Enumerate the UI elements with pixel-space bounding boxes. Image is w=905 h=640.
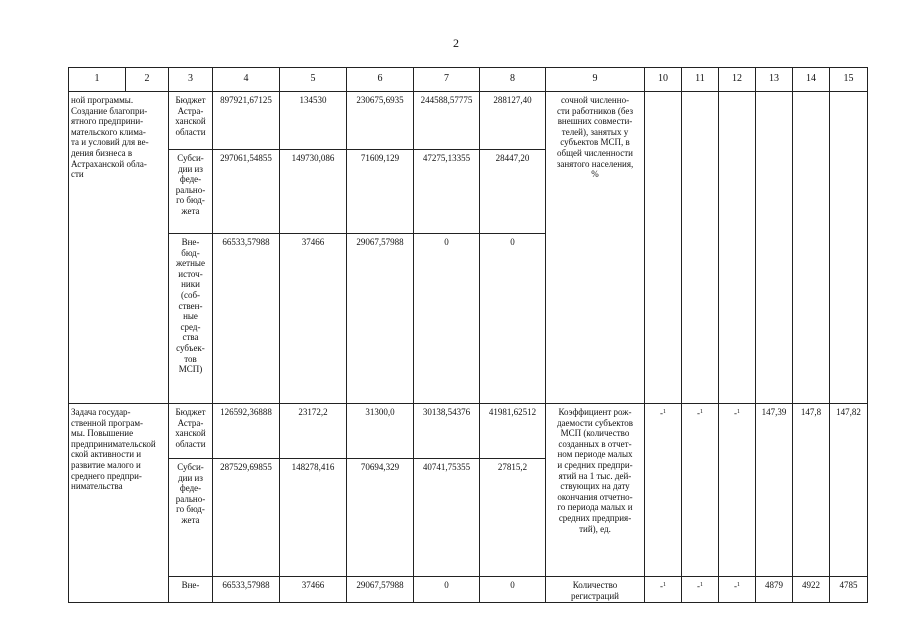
funding-source: Вне-	[169, 577, 213, 603]
amount-col7: 47275,13355	[414, 150, 480, 234]
footnote-mark: 1	[737, 582, 740, 588]
indicator-value	[756, 92, 793, 404]
funding-source: Субси- дии из феде- рально- го бюд- жета	[169, 459, 213, 577]
amount-col6: 29067,57988	[347, 234, 414, 404]
amount-col5: 134530	[280, 92, 347, 150]
amount-col7: 40741,75355	[414, 459, 480, 577]
indicator-value: -$^1$	[719, 577, 756, 603]
amount-col6: 71609,129	[347, 150, 414, 234]
column-number: 8	[480, 68, 546, 92]
funding-source: Вне- бюд- жетные источ- ники (соб- ствен- ные сред- ства субъек- тов МСП)	[169, 234, 213, 404]
column-number: 12	[719, 68, 756, 92]
indicator-text: сочной численно- сти работников (без внешних совмести- телей), занятых у субъектов МСП, в общей численности занятого населения, %	[546, 92, 645, 404]
indicator-value: 4785	[830, 577, 868, 603]
amount-total: 66533,57988	[213, 234, 280, 404]
amount-total: 126592,36888	[213, 404, 280, 459]
indicator-value: 147,82	[830, 404, 868, 577]
amount-col8: 0	[480, 577, 546, 603]
amount-col5: 148278,416	[280, 459, 347, 577]
column-number: 3	[169, 68, 213, 92]
indicator-text: Количество регистраций	[546, 577, 645, 603]
indicator-text: Коэффициент рож- даемости субъектов МСП (количество созданных в отчет- ном периоде малых и средних предпри- ятий на 1 тыс. дей- ствующих на дату окончания отчетно- го периода малых и средних предприя- тий), ед.	[546, 404, 645, 577]
amount-col7: 0	[414, 234, 480, 404]
amount-col5: 37466	[280, 234, 347, 404]
column-number-row	[69, 68, 868, 92]
footnote-mark: 1	[663, 582, 666, 588]
table-row	[69, 92, 868, 150]
amount-col7: 30138,54376	[414, 404, 480, 459]
column-number: 15	[830, 68, 868, 92]
indicator-value	[645, 92, 682, 404]
column-number: 1	[69, 68, 126, 92]
amount-col8: 288127,40	[480, 92, 546, 150]
column-number: 13	[756, 68, 793, 92]
indicator-value	[793, 92, 830, 404]
task-description: ной программы. Создание благопри- ятного предприни- мательского клима- та и условий для ве- дения бизнеса в Астраханской обла- сти	[69, 92, 169, 404]
amount-col8: 28447,20	[480, 150, 546, 234]
funding-source: Субси- дии из феде- рально- го бюд- жета	[169, 150, 213, 234]
indicator-value	[682, 92, 719, 404]
indicator-value: -$^1$	[645, 404, 682, 577]
column-number: 4	[213, 68, 280, 92]
column-number: 5	[280, 68, 347, 92]
indicator-value: -$^1$	[719, 404, 756, 577]
amount-col6: 230675,6935	[347, 92, 414, 150]
indicator-value: 147,39	[756, 404, 793, 577]
footnote-mark: 1	[700, 409, 703, 415]
column-number: 11	[682, 68, 719, 92]
amount-total: 897921,67125	[213, 92, 280, 150]
indicator-value: -$^1$	[682, 577, 719, 603]
indicator-value: -$^1$	[645, 577, 682, 603]
indicator-value	[830, 92, 868, 404]
table-row	[69, 404, 868, 459]
column-number: 7	[414, 68, 480, 92]
footnote-mark: 1	[663, 409, 666, 415]
funding-source: Бюджет Астра- ханской области	[169, 404, 213, 459]
footnote-mark: 1	[700, 582, 703, 588]
indicator-value: 4922	[793, 577, 830, 603]
amount-col7: 244588,57775	[414, 92, 480, 150]
amount-col5: 149730,086	[280, 150, 347, 234]
amount-col8: 0	[480, 234, 546, 404]
amount-total: 66533,57988	[213, 577, 280, 603]
budget-table	[68, 67, 868, 603]
amount-col7: 0	[414, 577, 480, 603]
amount-col8: 41981,62512	[480, 404, 546, 459]
column-number: 9	[546, 68, 645, 92]
amount-total: 297061,54855	[213, 150, 280, 234]
task-description: Задача государ- ственной програм- мы. Повышение предпринимательской ской активности и развитие малого и среднего предпри- нимательства	[69, 404, 169, 603]
column-number: 6	[347, 68, 414, 92]
column-number: 10	[645, 68, 682, 92]
column-number: 14	[793, 68, 830, 92]
footnote-mark: 1	[737, 409, 740, 415]
indicator-value	[719, 92, 756, 404]
amount-col8: 27815,2	[480, 459, 546, 577]
indicator-value: -$^1$	[682, 404, 719, 577]
funding-source: Бюджет Астра- ханской области	[169, 92, 213, 150]
indicator-value: 4879	[756, 577, 793, 603]
table-row	[69, 577, 868, 603]
indicator-value: 147,8	[793, 404, 830, 577]
column-number: 2	[126, 68, 169, 92]
amount-col6: 29067,57988	[347, 577, 414, 603]
amount-col5: 23172,2	[280, 404, 347, 459]
amount-col6: 31300,0	[347, 404, 414, 459]
amount-total: 287529,69855	[213, 459, 280, 577]
amount-col5: 37466	[280, 577, 347, 603]
amount-col6: 70694,329	[347, 459, 414, 577]
page-number: 2	[453, 36, 459, 50]
